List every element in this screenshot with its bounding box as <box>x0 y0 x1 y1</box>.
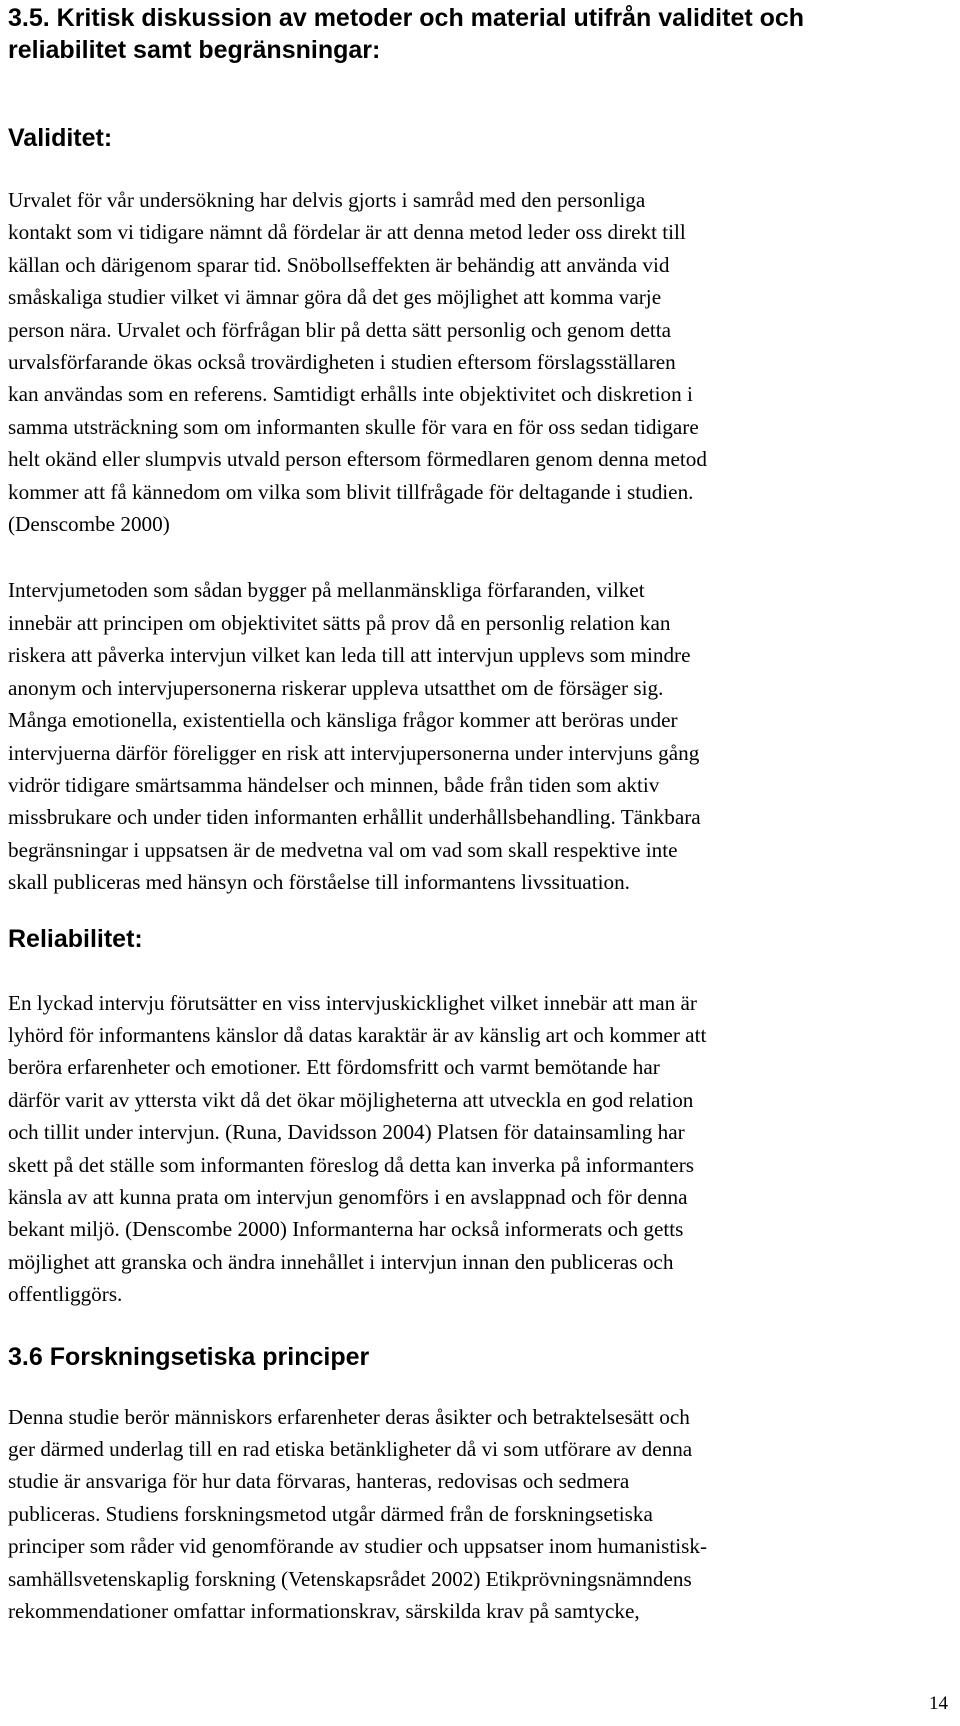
text-line: skett på det ställe som informanten föreslog då detta kan inverka på informanters <box>8 1152 695 1177</box>
text-line: skall publiceras med hänsyn och förståelse till informantens livssituation. <box>8 870 630 895</box>
text-line: samma utsträckning som om informanten skulle för vara en för oss sedan tidigare <box>8 414 699 439</box>
text-line: intervjuerna därför föreligger en risk att intervjupersonerna under intervjuns gång <box>8 740 700 765</box>
text-line: riskera att påverka intervjun vilket kan leda till att intervjun upplevs som mindre <box>8 643 691 668</box>
title-line: reliabilitet samt begränsningar: <box>8 36 381 64</box>
text-line: rekommendationer omfattar informationskrav, särskilda krav på samtycke, <box>8 1599 640 1624</box>
text-line: begränsningar i uppsatsen är de medvetna val om vad som skall respektive inte <box>8 837 678 862</box>
text-line: Många emotionella, existentiella och känsliga frågor kommer att beröras under <box>8 708 678 733</box>
title-line: 3.5. Kritisk diskussion av metoder och material utifrån validitet och <box>8 4 805 32</box>
text-line: person nära. Urvalet och förfrågan blir på detta sätt personlig och genom detta <box>8 317 672 342</box>
text-line: studie är ansvariga för hur data förvaras, hanteras, redovisas och sedmera <box>8 1469 630 1494</box>
text-line: kan användas som en referens. Samtidigt erhålls inte objektivitet och diskretion i <box>8 382 693 407</box>
text-line: och tillit under intervjun. (Runa, Davidsson 2004) Platsen för datainsamling har <box>8 1120 685 1145</box>
text-line: källan och därigenom sparar tid. Snöbollseffekten är behändig att använda vid <box>8 252 670 277</box>
text-line: bekant miljö. (Denscombe 2000) Informanterna har också informerats och getts <box>8 1217 684 1242</box>
text-line: lyhörd för informantens känslor då datas karaktär är av känslig art och kommer att <box>8 1022 707 1047</box>
section-3-5-title <box>8 0 952 66</box>
text-line: urvalsförfarande ökas också trovärdigheten i studien eftersom förslagsställaren <box>8 350 676 375</box>
text-line: innebär att principen om objektivitet sätts på prov då en personlig relation kan <box>8 610 671 635</box>
text-line: principer som råder vid genomförande av studier och uppsatser inom humanistisk- <box>8 1534 708 1559</box>
text-line: därför varit av yttersta vikt då det ökar möjligheterna att utveckla en god relation <box>8 1087 694 1112</box>
text-line: anonym och intervjupersonerna riskerar uppleva utsatthet om de försäger sig. <box>8 675 664 700</box>
text-line: ger därmed underlag till en rad etiska betänkligheter då vi som utförare av denna <box>8 1437 693 1461</box>
text-line: helt okänd eller slumpvis utvald person eftersom förmedlaren genom denna metod <box>8 447 707 472</box>
text-line: småskaliga studier vilket vi ämnar göra då det ges möjlighet att komma varje <box>8 285 662 310</box>
text-line: kontakt som vi tidigare nämnt då fördelar är att denna metod leder oss direkt till <box>8 220 686 245</box>
validitet-heading: Validitet: <box>8 124 113 152</box>
validitet-paragraph-2 <box>8 574 952 898</box>
text-line: Denna studie berör människors erfarenheter deras åsikter och betraktelsesätt och <box>8 1404 690 1429</box>
section-3-6-title: 3.6 Forskningsetiska principer <box>8 1342 370 1371</box>
text-line: Intervjumetoden som sådan bygger på mellanmänskliga förfaranden, vilket <box>8 578 645 603</box>
page-number: 14 <box>929 1693 948 1714</box>
text-line: känsla av att kunna prata om intervjun genomförs i en avslappnad och för denna <box>8 1184 688 1209</box>
text-line: vidrör tidigare smärtsamma händelser och minnen, både från tiden som aktiv <box>8 772 660 797</box>
text-line: En lyckad intervju förutsätter en viss intervjuskicklighet vilket innebär att man är <box>8 990 697 1015</box>
text-line: Urvalet för vår undersökning har delvis gjorts i samråd med den personliga <box>8 188 646 212</box>
text-line: samhällsvetenskaplig forskning (Vetenskapsrådet 2002) Etikprövningsnämndens <box>8 1566 692 1591</box>
text-line: missbrukare och under tiden informanten erhållit underhållsbehandling. Tänkbara <box>8 805 701 830</box>
text-line: beröra erfarenheter och emotioner. Ett fördomsfritt och varmt bemötande har <box>8 1055 660 1080</box>
text-line: offentliggörs. <box>8 1282 123 1307</box>
text-line: (Denscombe 2000) <box>8 512 170 537</box>
text-line: publiceras. Studiens forskningsmetod utgår därmed från de forskningsetiska <box>8 1501 653 1526</box>
reliabilitet-heading: Reliabilitet: <box>8 924 143 953</box>
text-line: kommer att få kännedom om vilka som blivit tillfrågade för deltagande i studien. <box>8 479 694 504</box>
section-3-6-paragraph <box>8 1401 952 1628</box>
reliabilitet-paragraph <box>8 987 952 1311</box>
document-page <box>8 0 952 1627</box>
validitet-paragraph-1 <box>8 184 952 540</box>
text-line: möjlighet att granska och ändra innehållet i intervjun innan den publiceras och <box>8 1249 674 1274</box>
